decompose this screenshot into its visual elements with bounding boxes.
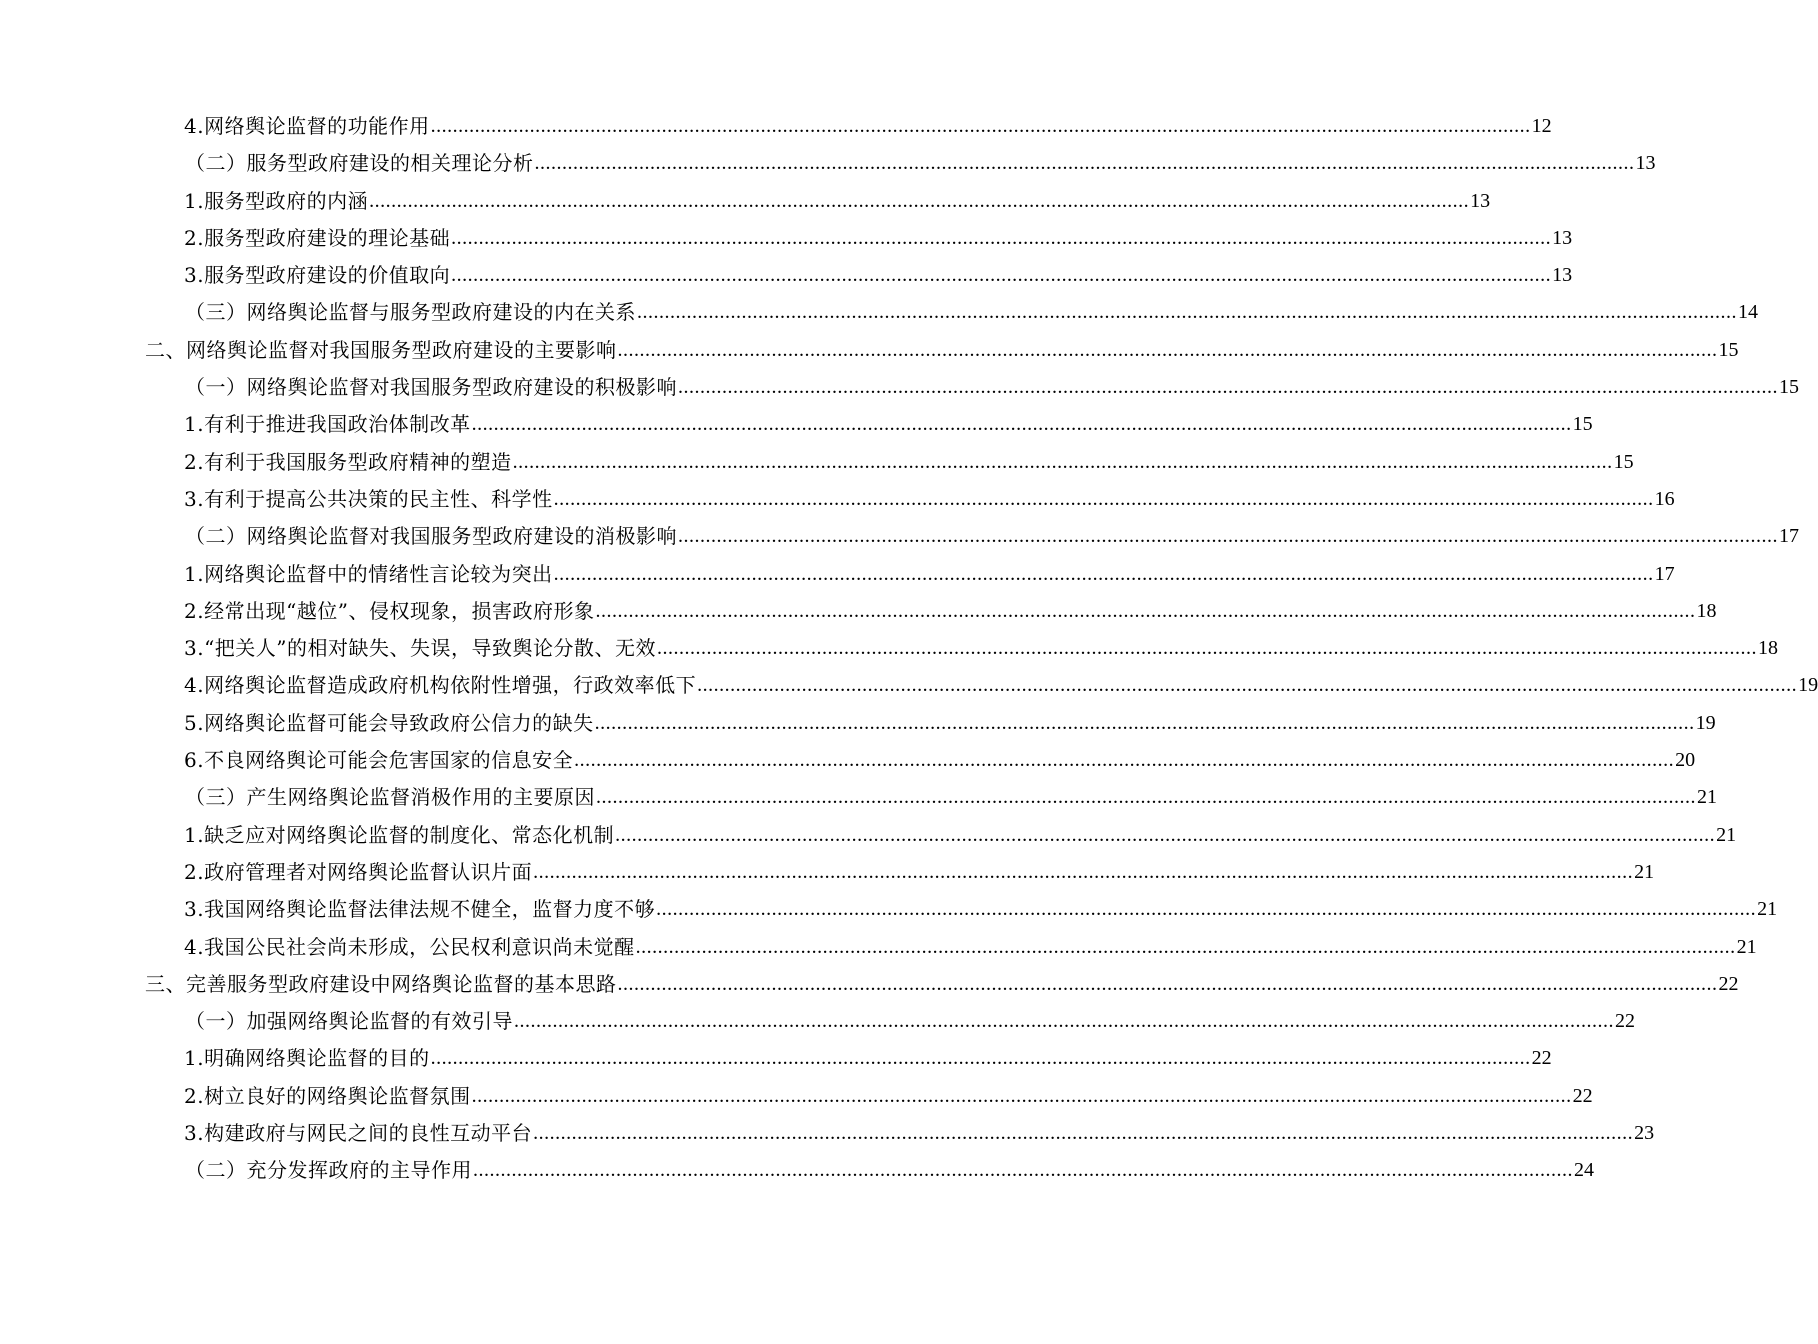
toc-entry-text: （二）网络舆论监督对我国服务型政府建设的消极影响: [185, 524, 677, 549]
toc-entry-text: 2.有利于我国服务型政府精神的塑造: [184, 449, 512, 474]
toc-entry-page: 21: [1634, 860, 1655, 883]
toc-entry[interactable]: [0, 779, 1717, 816]
toc-leader-dots: ........................................................................................................................................................................................................: [514, 1010, 1614, 1033]
toc-entry[interactable]: [0, 406, 1593, 443]
toc-entry-text: （三）产生网络舆论监督消极作用的主要原因: [185, 785, 595, 810]
toc-entry-page: 13: [1552, 226, 1573, 249]
toc-entry[interactable]: [0, 183, 1491, 220]
toc-leader-dots: ........................................................................................................................................................................................................: [451, 264, 1552, 287]
toc-entry-text: 2.政府管理者对网络舆论监督认识片面: [184, 859, 533, 884]
toc-entry[interactable]: [0, 1152, 1594, 1189]
toc-entry-page: 21: [1716, 823, 1737, 846]
toc-entry-text: （二）服务型政府建设的相关理论分析: [185, 151, 534, 176]
toc-entry-page: 17: [1654, 562, 1675, 585]
toc-entry-text: 5.网络舆论监督可能会导致政府公信力的缺失: [184, 710, 594, 735]
toc-entry[interactable]: [0, 556, 1675, 593]
toc-entry-page: 17: [1779, 525, 1799, 548]
toc-leader-dots: ........................................................................................................................................................................................................: [471, 1084, 1572, 1107]
toc-leader-dots: ........................................................................................................................................................................................................: [473, 1159, 1573, 1182]
toc-entry[interactable]: [0, 1078, 1593, 1115]
toc-entry-page: 19: [1695, 711, 1716, 734]
toc-leader-dots: ........................................................................................................................................................................................................: [656, 898, 1757, 921]
toc-entry[interactable]: [0, 294, 1758, 331]
toc-entry-text: 2.树立良好的网络舆论监督氛围: [184, 1083, 471, 1108]
toc-entry-text: （一）网络舆论监督对我国服务型政府建设的积极影响: [185, 375, 677, 400]
toc-entry-text: 三、完善服务型政府建设中网络舆论监督的基本思路: [145, 971, 617, 996]
toc-entry[interactable]: [0, 369, 1799, 406]
toc-entry-page: 18: [1758, 637, 1779, 660]
toc-leader-dots: ........................................................................................................................................................................................................: [617, 338, 1718, 361]
toc-entry-page: 21: [1736, 935, 1757, 958]
toc-leader-dots: ........................................................................................................................................................................................................: [615, 823, 1716, 846]
toc-entry[interactable]: [0, 742, 1696, 779]
toc-entry-text: 二、网络舆论监督对我国服务型政府建设的主要影响: [145, 337, 617, 362]
toc-entry-page: 15: [1779, 376, 1799, 399]
toc-entry[interactable]: [0, 108, 1552, 145]
toc-entry-text: 4.我国公民社会尚未形成，公民权利意识尚未觉醒: [184, 934, 635, 959]
toc-entry-page: 15: [1572, 413, 1593, 436]
toc-entry[interactable]: [0, 481, 1675, 518]
toc-entry-page: 16: [1654, 487, 1675, 510]
toc-leader-dots: ........................................................................................................................................................................................................: [594, 711, 1695, 734]
toc-entry-text: 3.服务型政府建设的价值取向: [184, 263, 451, 288]
toc-entry[interactable]: [0, 1003, 1635, 1040]
toc-leader-dots: ........................................................................................................................................................................................................: [534, 152, 1635, 175]
toc-entry-text: 6.不良网络舆论可能会危害国家的信息安全: [184, 748, 574, 773]
toc-entry-page: 13: [1552, 264, 1573, 287]
toc-entry-text: （一）加强网络舆论监督的有效引导: [185, 1009, 513, 1034]
toc-leader-dots: ........................................................................................................................................................................................................: [553, 562, 1654, 585]
toc-entry-page: 18: [1696, 599, 1717, 622]
toc-entry-text: 1.明确网络舆论监督的目的: [184, 1046, 430, 1071]
toc-leader-dots: ........................................................................................................................................................................................................: [637, 301, 1737, 324]
toc-entry[interactable]: [0, 518, 1799, 555]
toc-entry[interactable]: [0, 705, 1716, 742]
toc-leader-dots: ........................................................................................................................................................................................................: [617, 972, 1718, 995]
toc-entry[interactable]: [0, 891, 1778, 928]
toc-entry-page: 15: [1613, 450, 1634, 473]
toc-entry-page: 22: [1531, 1047, 1552, 1070]
toc-leader-dots: ........................................................................................................................................................................................................: [697, 674, 1798, 697]
toc-leader-dots: ........................................................................................................................................................................................................: [635, 935, 1736, 958]
toc-entry-text: 3.“把关人”的相对缺失、失误，导致舆论分散、无效: [184, 636, 657, 661]
toc-entry-text: 3.我国网络舆论监督法律法规不健全，监督力度不够: [184, 897, 656, 922]
toc-entry[interactable]: [0, 854, 1655, 891]
toc-leader-dots: ........................................................................................................................................................................................................: [533, 860, 1634, 883]
toc-entry-page: 12: [1531, 115, 1552, 137]
toc-entry-page: 13: [1635, 152, 1656, 175]
toc-entry-text: 3.构建政府与网民之间的良性互动平台: [184, 1121, 533, 1146]
toc-entry-page: 22: [1572, 1084, 1593, 1107]
toc-entry-text: （三）网络舆论监督与服务型政府建设的内在关系: [185, 300, 636, 325]
toc-entry-page: 23: [1634, 1122, 1655, 1145]
toc-entry[interactable]: [0, 332, 1739, 369]
toc-entry[interactable]: [0, 145, 1656, 182]
toc-entry-page: 21: [1697, 786, 1717, 809]
toc-leader-dots: ........................................................................................................................................................................................................: [678, 376, 1778, 399]
toc-leader-dots: ........................................................................................................................................................................................................: [657, 637, 1758, 660]
toc-entry[interactable]: [0, 593, 1717, 630]
toc-entry-text: 1.服务型政府的内涵: [184, 188, 369, 213]
toc-leader-dots: ........................................................................................................................................................................................................: [369, 189, 1470, 212]
toc-leader-dots: ........................................................................................................................................................................................................: [595, 599, 1696, 622]
toc-entry[interactable]: [0, 966, 1739, 1003]
toc-entry-page: 21: [1757, 898, 1778, 921]
toc-leader-dots: ........................................................................................................................................................................................................: [430, 1047, 1531, 1070]
toc-leader-dots: ........................................................................................................................................................................................................: [533, 1122, 1634, 1145]
toc-entry-text: 3.有利于提高公共决策的民主性、科学性: [184, 486, 553, 511]
toc-leader-dots: ........................................................................................................................................................................................................: [471, 413, 1572, 436]
toc-entry[interactable]: [0, 444, 1634, 481]
toc-entry-page: 24: [1574, 1159, 1594, 1182]
toc-entry-text: （二）充分发挥政府的主导作用: [185, 1158, 472, 1183]
toc-leader-dots: ........................................................................................................................................................................................................: [553, 487, 1654, 510]
toc-entry-text: 2.经常出现“越位”、侵权现象，损害政府形象: [184, 598, 595, 623]
toc-entry-text: 1.网络舆论监督中的情绪性言论较为突出: [184, 561, 553, 586]
toc-entry-page: 20: [1675, 749, 1696, 772]
toc-entry-page: 22: [1615, 1010, 1635, 1033]
toc-entry-page: 14: [1738, 301, 1758, 324]
toc-entry-text: 4.网络舆论监督造成政府机构依附性增强，行政效率低下: [184, 673, 697, 698]
toc-leader-dots: ........................................................................................................................................................................................................: [596, 786, 1696, 809]
toc-entry-text: 2.服务型政府建设的理论基础: [184, 225, 451, 250]
toc-entry[interactable]: [0, 1115, 1655, 1152]
toc-leader-dots: ........................................................................................................................................................................................................: [512, 450, 1613, 473]
toc-entry-page: 19: [1798, 674, 1818, 697]
toc-entry-text: 1.缺乏应对网络舆论监督的制度化、常态化机制: [184, 822, 615, 847]
toc-entry-text: 1.有利于推进我国政治体制改革: [184, 412, 471, 437]
toc-leader-dots: ........................................................................................................................................................................................................: [430, 115, 1531, 137]
toc-leader-dots: ........................................................................................................................................................................................................: [678, 525, 1778, 548]
toc-entry[interactable]: [0, 667, 1818, 704]
table-of-contents: [0, 108, 1818, 1190]
toc-leader-dots: ........................................................................................................................................................................................................: [574, 749, 1675, 772]
toc-entry-page: 22: [1718, 972, 1739, 995]
toc-entry[interactable]: [0, 630, 1779, 667]
toc-entry[interactable]: [0, 929, 1757, 966]
toc-entry-page: 15: [1718, 338, 1739, 361]
toc-entry[interactable]: [0, 220, 1573, 257]
toc-entry[interactable]: [0, 1040, 1552, 1077]
toc-leader-dots: ........................................................................................................................................................................................................: [451, 226, 1552, 249]
toc-entry[interactable]: [0, 257, 1573, 294]
toc-entry-page: 13: [1470, 189, 1491, 212]
toc-entry-text: 4.网络舆论监督的功能作用: [184, 114, 430, 138]
toc-entry[interactable]: [0, 817, 1737, 854]
